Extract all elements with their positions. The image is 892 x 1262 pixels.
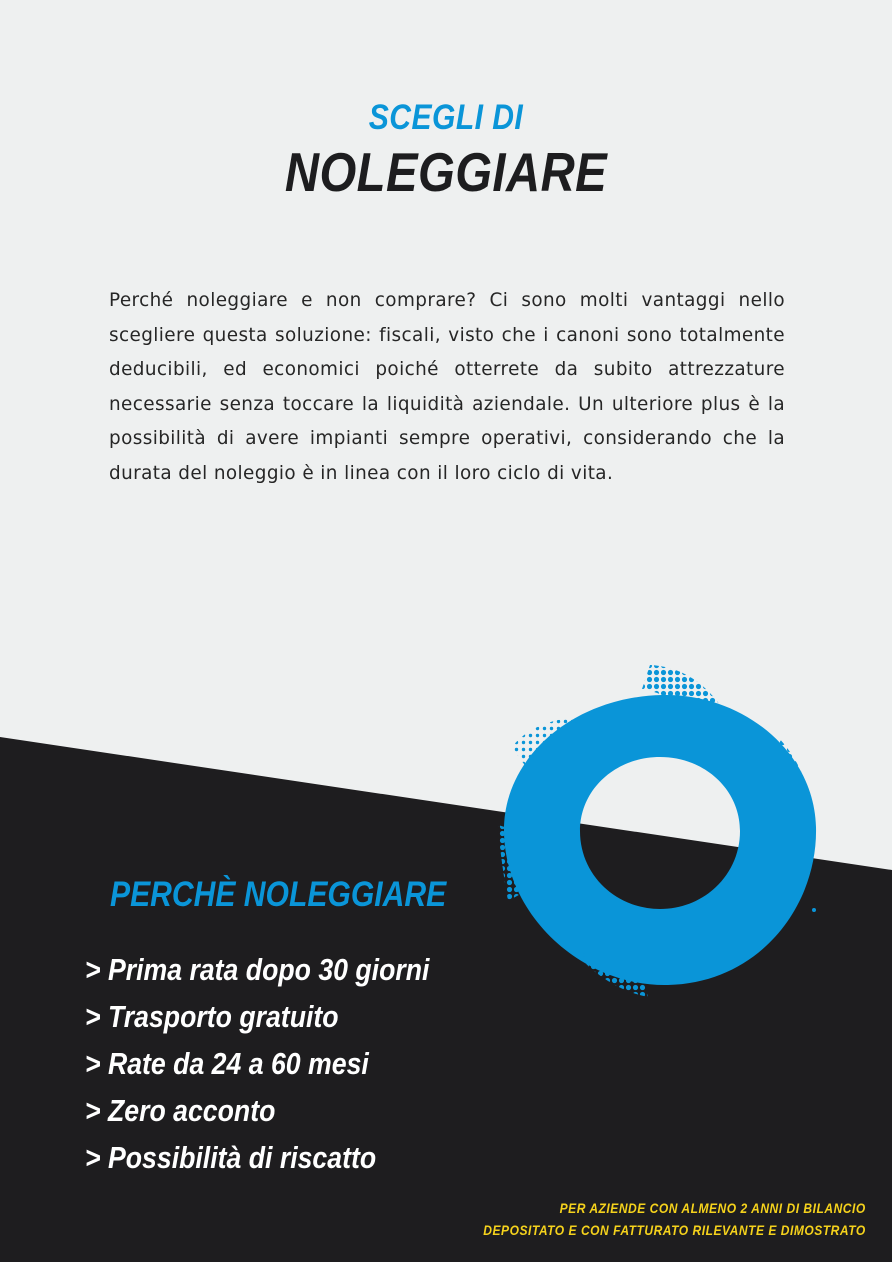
benefit-item-installments: > Rate da 24 a 60 mesi — [85, 1046, 369, 1081]
benefit-item-no-deposit: > Zero acconto — [85, 1093, 276, 1128]
footnote-line-1: PER AZIENDE CON ALMENO 2 ANNI DI BILANCIO — [559, 1200, 866, 1216]
why-rent-heading: PERCHÈ NOLEGGIARE — [110, 875, 447, 914]
blue-halftone-ring-icon — [492, 655, 832, 1020]
page-title: NOLEGGIARE — [284, 141, 608, 203]
benefits-list — [85, 950, 486, 1185]
eligibility-footnote — [484, 1197, 866, 1241]
benefit-item-free-transport: > Trasporto gratuito — [85, 999, 339, 1034]
benefit-item-buyout: > Possibilità di riscatto — [85, 1140, 377, 1175]
intro-paragraph: Perché noleggiare e non comprare? Ci sono molti vantaggi nello scegliere questa soluzione: fiscali, visto che i canoni sono totalmente deducibili, ed economici poiché otterrete da subito attrezzature necessarie senza toccare la liquidità aziendale. Un ulteriore plus è la possibilità di avere impianti sempre operativi, considerando che la durata del noleggio è in linea con il loro ciclo di vita. — [109, 290, 785, 484]
benefit-item-first-payment: > Prima rata dopo 30 giorni — [85, 952, 430, 987]
page-kicker: SCEGLI DI — [368, 98, 524, 137]
footnote-line-2: DEPOSITATO E CON FATTURATO RILEVANTE E DIMOSTRATO — [483, 1222, 866, 1238]
